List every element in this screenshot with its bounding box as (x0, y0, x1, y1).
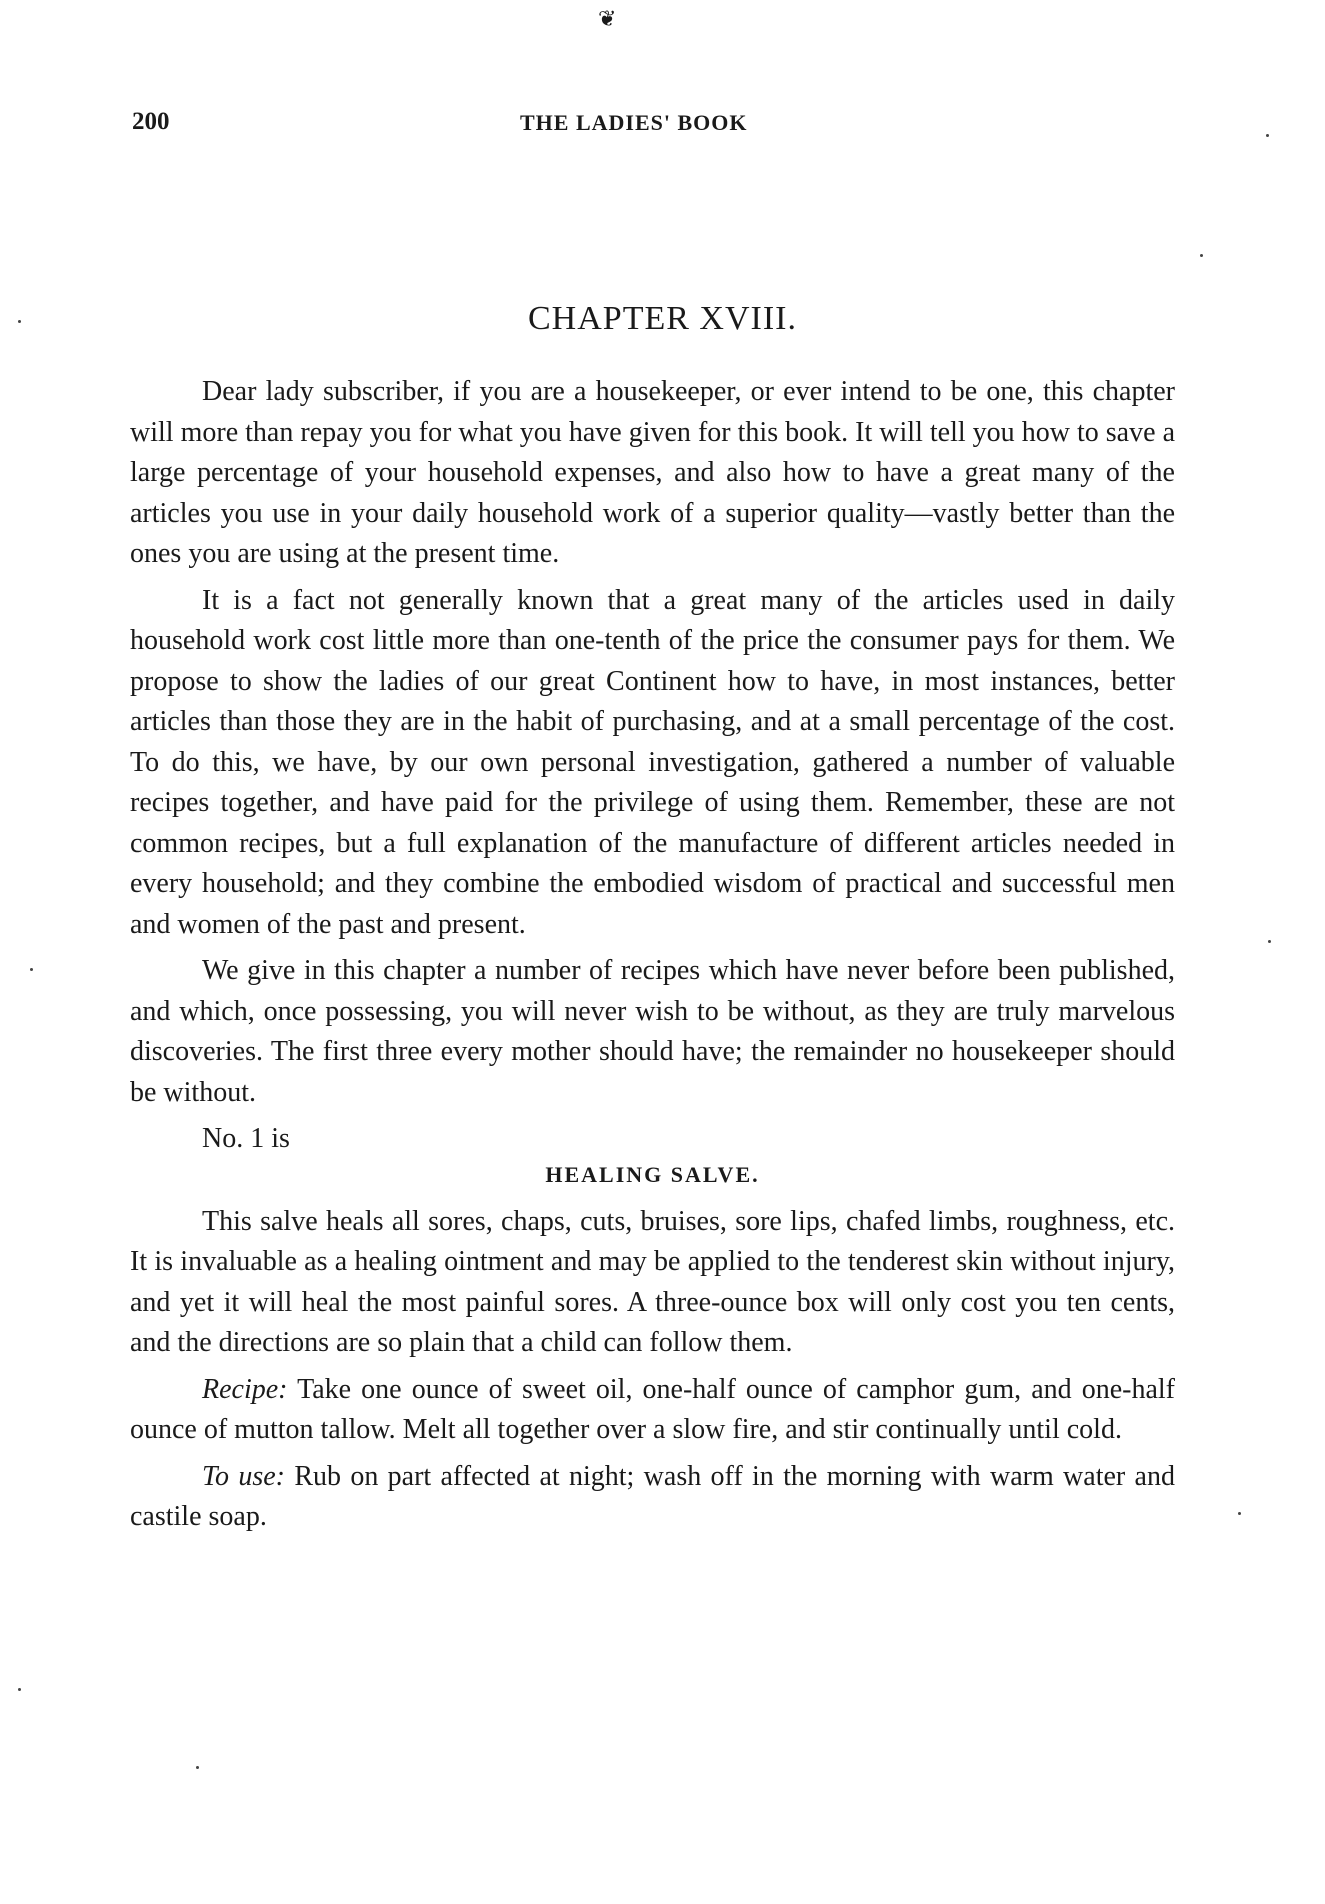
recipe-text: Take one ounce of sweet oil, one-half ounce of camphor gum, and one-half ounce of mutton tallow. Melt all together over a slow fire, and stir continually until cold. (130, 1373, 1175, 1445)
body-text (130, 372, 1175, 1544)
use-text: Rub on part affected at night; wash off in the morning with warm water and castile soap. (130, 1460, 1175, 1532)
scan-speck (1200, 254, 1203, 257)
recipe-number-line: No. 1 is (202, 1123, 290, 1154)
printer-ornament-icon: ❦ (598, 6, 617, 31)
recipe-label: Recipe: (202, 1373, 288, 1405)
scan-speck (196, 1766, 199, 1769)
use-paragraph (130, 1457, 1175, 1538)
paragraph-recipes: We give in this chapter a number of recipes which have never before been published, and which, once possessing, you will never wish to be without, as they are truly marvelous discoveries. The first three every mother should have; the remainder no housekeeper should be without. (130, 955, 1175, 1108)
use-label: To use: (202, 1460, 285, 1492)
page-number: 200 (132, 108, 170, 135)
scan-speck (30, 968, 33, 971)
running-title: THE LADIES' BOOK (520, 110, 748, 135)
recipe-paragraph (130, 1370, 1175, 1451)
section-heading: HEALING SALVE. (545, 1161, 760, 1187)
scan-speck (18, 320, 21, 323)
paragraph-intro: Dear lady subscriber, if you are a housekeeper, or ever intend to be one, this chapter will more than repay you for what you have given for this book. It will tell you how to save a large percentage of your household expenses, and also how to have a great many of the articles you use in your daily household work of a superior quality—vastly better than the ones you are using at the present time. (130, 376, 1175, 569)
scan-speck (1268, 940, 1271, 943)
paragraph-facts: It is a fact not generally known that a great many of the articles used in daily household work cost little more than one-tenth of the price the consumer pays for them. We propose to show the ladies of our great Continent how to have, in most instances, better articles than those they are in the habit of purchasing, and at a small percentage of the cost. To do this, we have, by our own personal investigation, gathered a number of valuable recipes together, and have paid for the privilege of using them. Remember, these are not common recipes, but a full explanation of the manufacture of different articles needed in every household; and they combine the embodied wisdom of practical and successful men and women of the past and present. (130, 584, 1175, 940)
salve-description: This salve heals all sores, chaps, cuts, bruises, sore lips, chafed limbs, roughness, etc. It is invaluable as a healing ointment and may be applied to the tenderest skin without injury, and yet it will heal the most painful sores. A three-ounce box will only cost you ten cents, and the directions are so plain that a child can follow them. (130, 1205, 1175, 1358)
scan-speck (1238, 1512, 1241, 1515)
scan-speck (1266, 134, 1269, 137)
scan-speck (18, 1688, 21, 1691)
chapter-title: CHAPTER XVIII. (528, 300, 797, 337)
